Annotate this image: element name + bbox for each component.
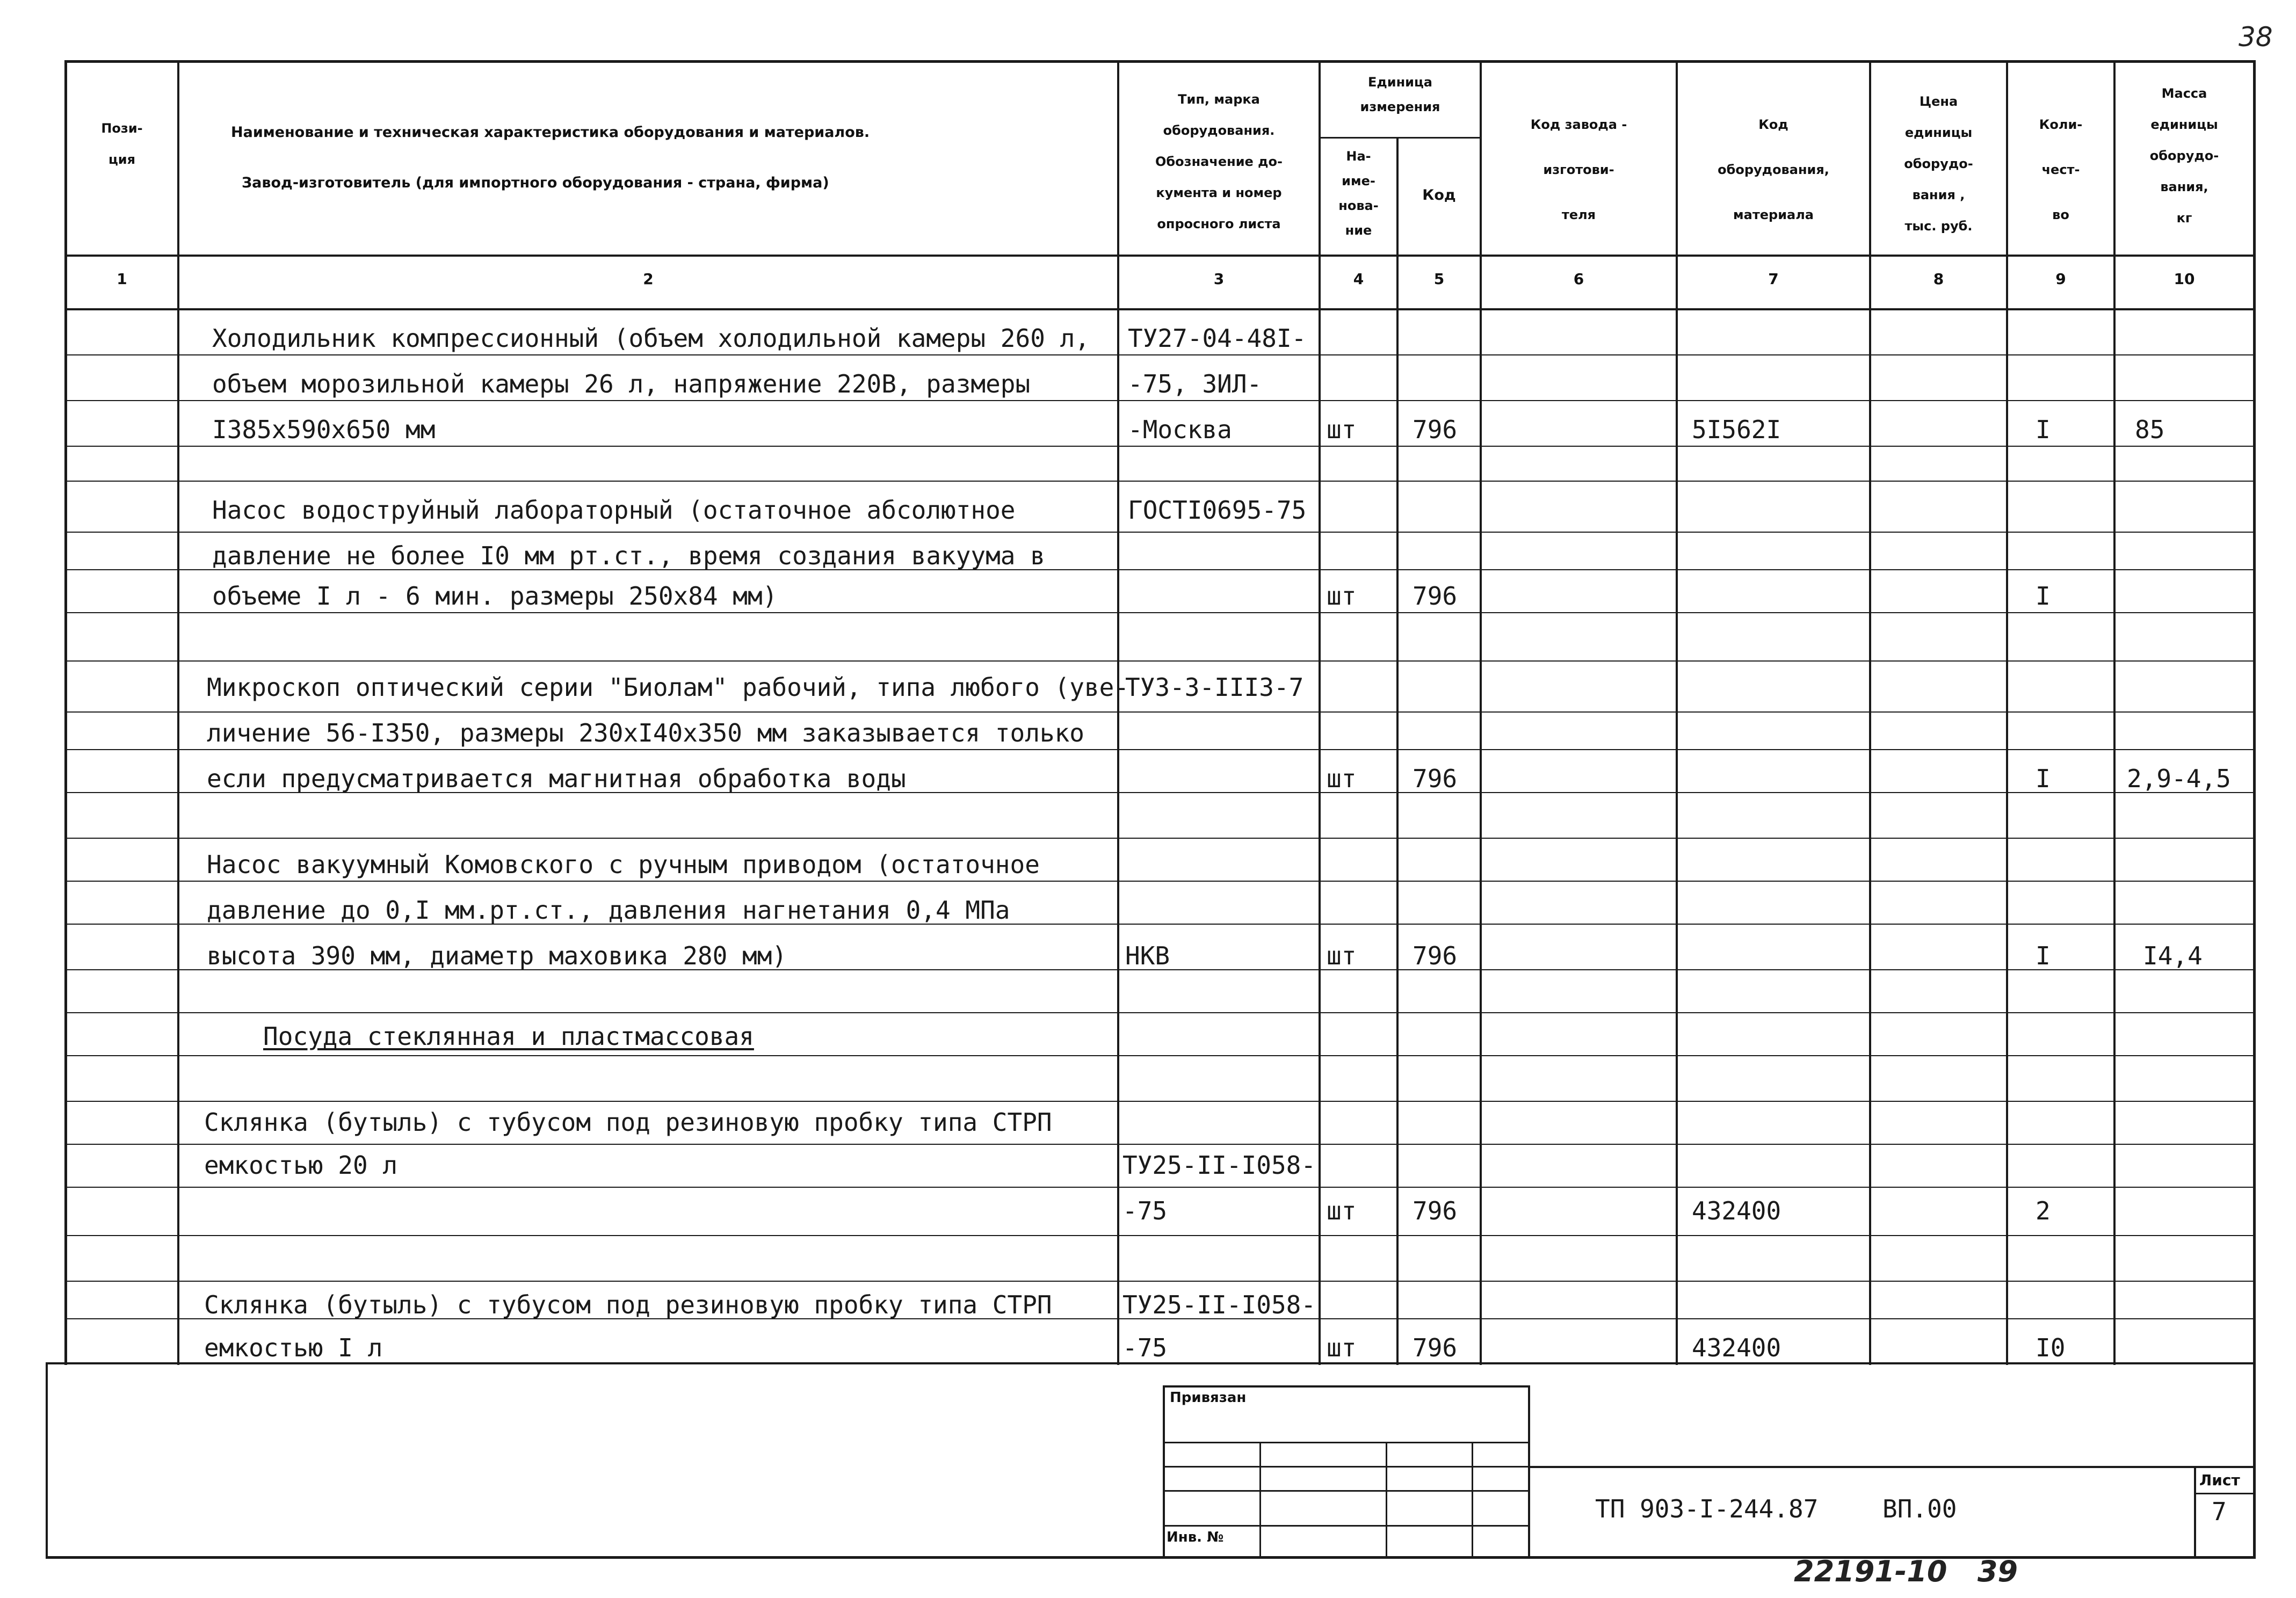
item-unit-code: 796	[1413, 415, 1458, 444]
item-type: ГОСТI0695-75	[1128, 496, 1307, 525]
item-quantity: I	[2036, 764, 2051, 793]
item-quantity: I	[2036, 415, 2051, 444]
header-position: Пози- ция	[101, 121, 143, 167]
column-number: 10	[2174, 270, 2195, 288]
item-name: Склянка (бутыль) с тубусом под резиновую пробку типа СТРП	[204, 1290, 1052, 1319]
column-number: 7	[1768, 270, 1779, 288]
item-name: высота 390 мм, диаметр маховика 280 мм)	[207, 941, 787, 970]
sheet-number: 7	[2212, 1497, 2227, 1526]
item-type: ТУ25-II-I058-	[1122, 1290, 1316, 1319]
item-name: емкостью I л	[204, 1333, 383, 1362]
inventory-number-label: Инв. №	[1167, 1529, 1224, 1545]
item-quantity: I	[2036, 941, 2051, 970]
item-name: Холодильник компрессионный (объем холодильной камеры 260 л,	[212, 324, 1090, 353]
item-unit: шт	[1327, 764, 1357, 793]
item-unit: шт	[1327, 1196, 1357, 1225]
item-name: объем морозильной камеры 26 л, напряжение 220В, размеры	[212, 369, 1031, 398]
header-quantity: Коли- чест- во	[2039, 117, 2083, 222]
item-type: ТУ3-3-III3-7	[1125, 673, 1304, 702]
header-name: Наименование и техническая характеристика оборудования и материалов. Завод-изготовитель (для импортного оборудования - страна, фирма)	[231, 124, 870, 191]
item-quantity: 2	[2036, 1196, 2051, 1225]
item-name: давление не более I0 мм рт.ст., время создания вакуума в	[212, 541, 1045, 570]
item-unit: шт	[1327, 941, 1357, 970]
document-code: ТП 903-I-244.87	[1595, 1494, 1819, 1523]
column-number: 3	[1213, 270, 1225, 288]
sheet-label: Лист	[2199, 1471, 2240, 1489]
item-name: давление до 0,I мм.рт.ст., давления нагнетания 0,4 МПа	[207, 896, 1010, 925]
item-type: НКВ	[1125, 941, 1170, 970]
item-mass: I4,4	[2143, 941, 2203, 970]
page-number: 38	[2239, 21, 2273, 53]
item-name: емкостью 20 л	[204, 1151, 398, 1180]
item-quantity: I0	[2036, 1333, 2066, 1362]
header-unit-code: Код	[1422, 187, 1456, 204]
item-name: объеме I л - 6 мин. размеры 250x84 мм)	[212, 582, 778, 611]
item-unit-code: 796	[1413, 941, 1458, 970]
item-type: ТУ27-04-48I-	[1128, 324, 1307, 353]
column-number: 5	[1433, 270, 1445, 288]
item-name: Насос вакуумный Комовского с ручным приводом (остаточное	[207, 850, 1040, 879]
column-number: 1	[117, 270, 127, 288]
item-name: Микроскоп оптический серии "Биолам" рабочий, типа любого (уве-	[207, 673, 1129, 702]
item-equipment-code: 432400	[1692, 1196, 1781, 1225]
column-number: 4	[1353, 270, 1364, 288]
item-type: -75	[1122, 1333, 1168, 1362]
item-type: -75	[1122, 1196, 1168, 1225]
footer-inventory-number: 22191-10 39	[1794, 1555, 2018, 1588]
item-unit-code: 796	[1413, 764, 1458, 793]
header-type: Тип, марка оборудования. Обозначение до- кумента и номер опросного листа	[1155, 92, 1283, 231]
item-name: личение 56-I350, размеры 230xI40x350 мм заказывается только	[207, 718, 1084, 747]
header-price: Цена единицы оборудо- вания , тыс. руб.	[1904, 94, 1973, 234]
header-equipment-code: Код оборудования, материала	[1718, 117, 1829, 222]
item-quantity: I	[2036, 582, 2051, 611]
header-unit-name: На- име- нова- ние	[1338, 149, 1379, 238]
item-name: Насос водоструйный лабораторный (остаточное абсолютное	[212, 496, 1016, 525]
item-equipment-code: 432400	[1692, 1333, 1781, 1362]
item-unit-code: 796	[1413, 1196, 1458, 1225]
item-unit: шт	[1327, 1333, 1357, 1362]
column-number: 8	[1933, 270, 1944, 288]
item-type: -Москва	[1128, 415, 1232, 444]
column-number: 6	[1573, 270, 1584, 288]
item-type: -75, ЗИЛ-	[1128, 369, 1262, 398]
header-unit-group: Единица измерения	[1360, 75, 1440, 114]
column-number: 2	[643, 270, 654, 288]
item-unit: шт	[1327, 582, 1357, 611]
item-unit-code: 796	[1413, 582, 1458, 611]
item-unit-code: 796	[1413, 1333, 1458, 1362]
item-equipment-code: 5I562I	[1692, 415, 1781, 444]
item-unit: шт	[1327, 415, 1357, 444]
item-type: ТУ25-II-I058-	[1122, 1151, 1316, 1180]
section-heading: Посуда стеклянная и пластмассовая	[263, 1022, 754, 1051]
item-name: I385x590x650 мм	[212, 415, 436, 444]
header-mass: Масса единицы оборудо- вания, кг	[2149, 86, 2219, 226]
document-section: ВП.00	[1882, 1494, 1957, 1523]
item-name: Склянка (бутыль) с тубусом под резиновую пробку типа СТРП	[204, 1108, 1052, 1137]
column-number: 9	[2055, 270, 2066, 288]
item-mass: 2,9-4,5	[2127, 764, 2231, 793]
header-manufacturer-code: Код завода - изготови- теля	[1530, 117, 1627, 222]
privyazan-label: Привязан	[1170, 1390, 1247, 1406]
item-mass: 85	[2135, 415, 2165, 444]
item-name: если предусматривается магнитная обработка воды	[207, 764, 906, 793]
